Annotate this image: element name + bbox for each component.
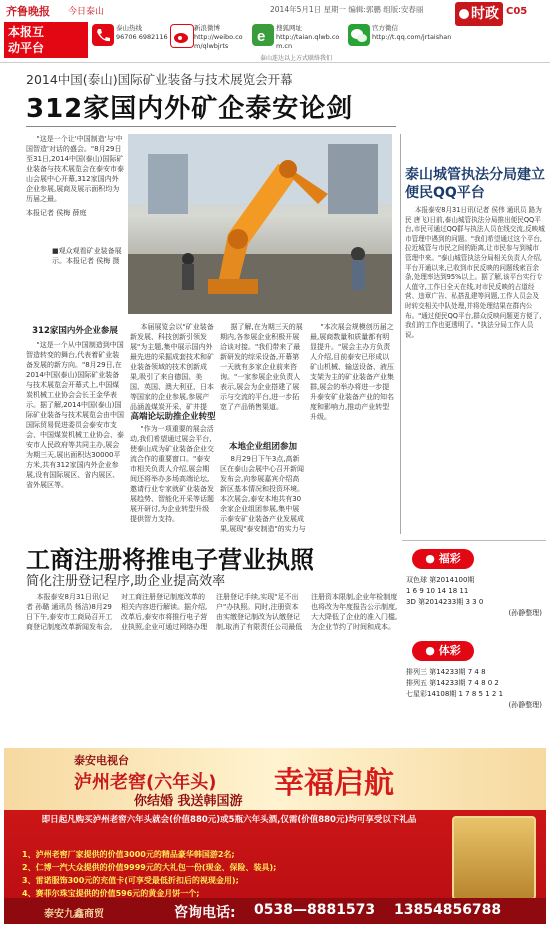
ad-offer: 即日起凡购买泸州老窖六年头就会(价值880元)或5瓶六年头酒,仅需(价值880元)均可享受以下礼品 <box>41 815 417 825</box>
ad-prize-list <box>4 848 444 900</box>
ticai-tag: ● 体彩 <box>412 641 474 661</box>
ad-tagline: 你结婚 我送韩国游 <box>134 794 243 809</box>
platform-note: 泰山连达以上方式联络我们 <box>260 55 333 62</box>
section-label: 今日泰山 <box>68 7 105 17</box>
ad-tv-label: 泰安电视台 <box>74 754 129 767</box>
article-headline: 312家国内外矿企泰安论剑 <box>26 94 354 124</box>
article-column: "这是一个从中国制造到中国智造转变的舞台,代表着矿业装备发展的新方向。"8月29日,在2014中国(泰山)国际矿业装备与技术展览会开幕式上,中国煤炭机械工业协会会长王金华表示。据了解,2014中国(泰山)国际矿业装备与技术展览会由中国国际贸易促进委员会泰安市支会、中国煤炭机械工业协会、泰安市人民政府等共同主办,展会为期三天,展出面积达30000平方米,共有312家国内外企业参展,设有国际展区、省内展区、省外展区等。 <box>26 341 124 489</box>
section-badge: 时政 <box>455 2 503 26</box>
byline: 本报记者 侯梅 薛庭 <box>26 209 87 217</box>
platform-tag: 本报互 动平台 <box>4 22 88 58</box>
fucai-tag: ● 福彩 <box>412 549 474 569</box>
ad-footer <box>4 898 546 924</box>
article-column: 据了解,在为期三天的展期内,各参展企业积极开展洽谈对接。"我们带来了最新研发的综采设备,开幕第一天就有多家企业前来咨询。"一家参展企业负责人表示,展会为企业搭建了展示与交流的平台,进一步拓宽了产品销售渠道。 <box>220 323 303 411</box>
article-kicker: 2014中国(泰山)国际矿业装备与技术展览会开幕 <box>26 72 293 87</box>
article-column: "本次展会规模创历届之最,展商数量和质量都有明显提升。"展会主办方负责人介绍,目前泰安已形成以矿山机械、输送设备、液压支架为主的矿业装备产业集群,展会的举办将进一步提升泰安矿业装备产业的知名度和影响力,推动产业转型升级。 <box>310 323 394 421</box>
ad-company: 泰安九鑫商贸 <box>44 909 104 920</box>
advertisement <box>4 748 546 924</box>
ad-slogan: 幸福启航 <box>274 766 394 801</box>
browser-icon <box>252 24 274 46</box>
ad-brand: 泸州老窖(六年头) <box>74 772 217 793</box>
product-box-image <box>452 816 536 900</box>
platform-item: 官方微信 http://t.qq.com/jrtaishan <box>372 24 452 41</box>
ad-phone-1: 0538—8881573 <box>254 902 376 918</box>
column-divider <box>400 134 401 534</box>
article-column: 本报泰安8月31日讯(记者 侯伟 通讯员 路为民 唐飞)日前,泰山城管执法分局推出便民QQ平台,市民可通过QQ群与执法人员在线交流,反映城市管理中遇到的问题。"我们希望通过这个平台,拉近城管与市民之间的距离,让市民参与到城市管理中来。"泰山城管执法分局相关负责人介绍,平台开通以来,已收到市民反映的问题线索百余条,处理率达到95%以上。据了解,该平台实行专人值守,工作日全天在线,对市民反映的占道经营、违章广告、私搭乱建等问题,工作人员会及时转交相关中队处理,并将处理结果在群内公布。"通过便民QQ平台,群众反映问题更方便了,我们的工作也更透明了。"执法分局工作人员说。 <box>405 206 545 339</box>
article-column: 8月29日下午3点,高新区在泰山会展中心召开新闻发布会,向参展嘉宾介绍高新区基本情况和投资环境。本次展会,泰安本地共有30余家企业组团参展,集中展示泰安矿业装备产业发展成果,展现"泰安制造"的实力与 <box>220 455 306 532</box>
exhibition-photo <box>128 134 392 314</box>
sub-heading: 本地企业组团参加 <box>228 442 297 452</box>
platform-item: 泰山热线 96706 6982116 <box>116 24 168 41</box>
sub-heading: 高端论坛助推企业转型 <box>130 412 216 422</box>
brand-logo: 齐鲁晚报 <box>6 5 50 18</box>
article-column: 本届展览会以"矿业装备新发展、科技创新引领发展"为主题,集中展示国内外最先进的采掘成套技术和矿业装备领域的技术创新成果,吸引了来自德国、美国、英国、澳大利亚、日本等国家的企业参展,参展产品涵盖煤炭开采、矿井提 <box>130 323 214 410</box>
article-body: 本报泰安8月31日讯(记者 孙璐 通讯员 杨洁)8月29日下午,泰安市工商局召开工商登记制度改革新闻发布会,对工商注册登记制度改革的相关内容进行解读。据介绍,改革后,泰安市将推行电子营业执照,企业可通过网络办理注册登记手续,实现"足不出户"办执照。同时,注册资本由实缴登记制改为认缴登记制,取消了有限责任公司最低注册资本限制,企业年检制度也将改为年度报告公示制度,大大降低了企业的准入门槛,为企业节约了时间和成本。 <box>26 593 398 631</box>
ad-phone-2: 13854856788 <box>394 902 502 918</box>
divider <box>26 126 396 127</box>
lottery-box <box>402 540 546 746</box>
ad-prize: 2、仁博一汽大众提供的价值9999元的大礼包一份(现金、保险、装具); <box>22 863 277 872</box>
platform-item: 新浪微博 http://weibo.com/qlwbjrts <box>194 24 243 50</box>
ticai-results: 排列三 第14233期 7 4 8 排列五 第14233期 7 4 8 0 2 七星彩14108期 1 7 8 5 1 2 1 (孙静整理) <box>406 668 542 709</box>
sub-heading: 312家国内外企业参展 <box>32 326 118 336</box>
svg-text:e: e <box>257 28 266 45</box>
ad-prize: 4、赛菲尔珠宝提供的价值596元的黄金月饼一个; <box>22 889 200 898</box>
robot-arm-photo-icon <box>128 134 392 314</box>
phone-icon <box>92 24 114 46</box>
article-headline: 泰山城管执法分局建立便民QQ平台 <box>405 167 545 201</box>
wechat-icon <box>348 24 370 46</box>
page-number: C05 <box>506 6 528 17</box>
date-line: 2014年5月1日 星期一 编辑:郭鹏 组版:安春丽 <box>270 5 424 14</box>
article-headline: 工商注册将推电子营业执照 <box>26 546 314 574</box>
badge-dot-icon <box>459 9 469 19</box>
circle-icon: ● <box>425 552 435 565</box>
fucai-results: 双色球 第2014100期 1 6 9 10 14 18 11 3D 第2014233期 3 3 0 (孙静整理) <box>406 576 542 617</box>
ad-phone-label: 咨询电话: <box>174 905 236 921</box>
photo-caption: ■观众观看矿业装备展示。本报记者 侯梅 摄 <box>52 247 122 265</box>
article-subhead: 简化注册登记程序,助企业提高效率 <box>26 574 226 589</box>
ad-prize: 3、雷诺服饰300元的充值卡(可享受最低折扣后的视现金用); <box>22 876 239 885</box>
ad-banner <box>4 748 546 810</box>
ad-prize: 1、泸州老窖厂家提供的价值3000元的精品豪华韩国游2名; <box>22 850 235 859</box>
weibo-icon <box>170 24 194 48</box>
article-lead: "这是一个让'中国制造'与'中国智造'对话的盛会。"8月29日至31日,2014中国(泰山)国际矿业装备与技术展览会在泰安市泰山会展中心开幕,312家国内外企业参展,展商及展示面积均为历届之最。 本报记者 侯梅 薛庭 <box>26 135 124 217</box>
platform-item: 搜狐网址 http://taian.qlwb.com.cn <box>276 24 340 50</box>
article-column: "作为一项重要的展会活动,我们希望通过展会平台,使泰山成为矿业装备企业交流合作的重要窗口。"泰安市相关负责人介绍,展会期间还将举办多场高端论坛,邀请行业专家就矿业装备发展趋势、智能化开采等话题展开研讨,为企业转型升级提供智力支持。 <box>130 425 214 523</box>
circle-icon: ● <box>425 644 435 657</box>
